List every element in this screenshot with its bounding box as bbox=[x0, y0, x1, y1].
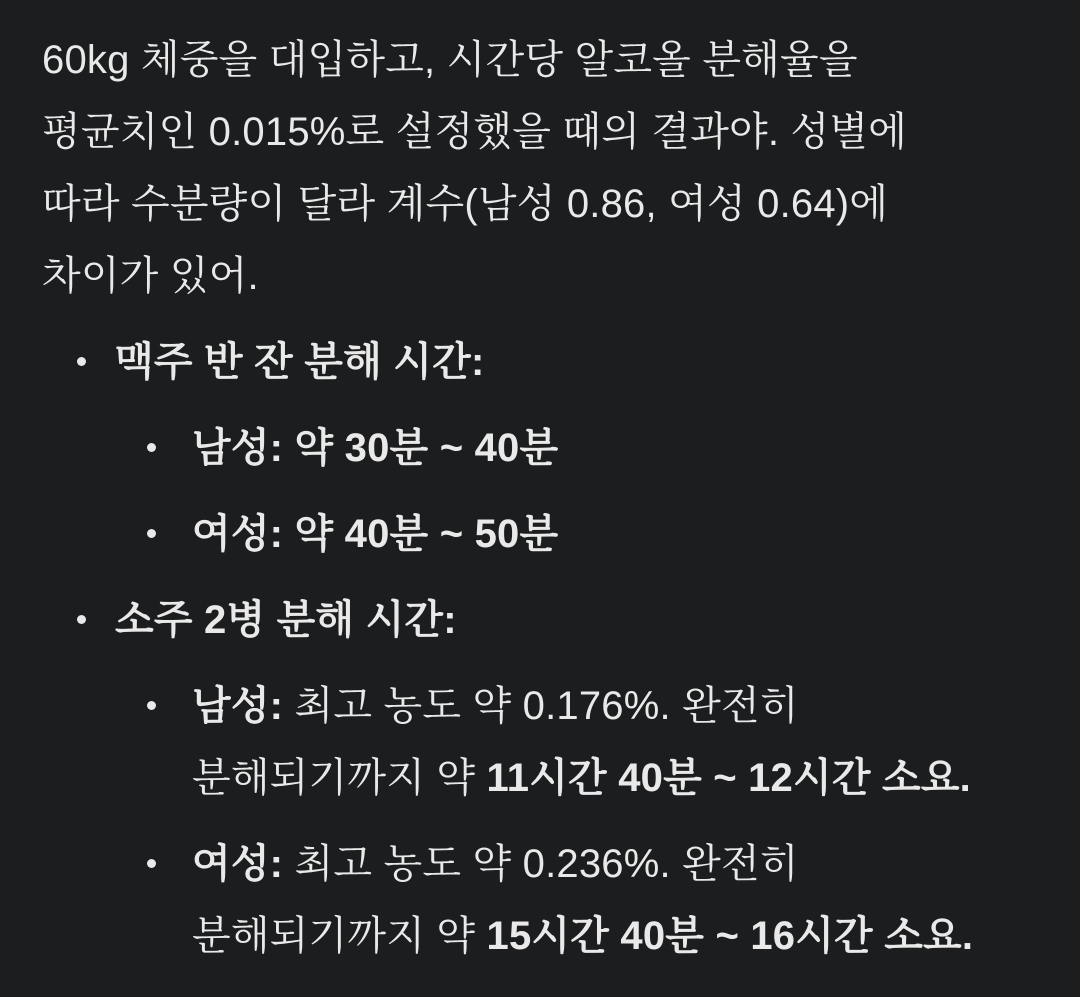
list-item-soju-male-text: 남성: 최고 농도 약 0.176%. 완전히 분해되기까지 약 11시간 40분 ~ 12시간 소요. bbox=[192, 684, 971, 800]
bullet-list bbox=[42, 326, 1044, 972]
message-paragraph: 60kg 체중을 대입하고, 시간당 알코올 분해율을 평균치인 0.015%로 설정했을 때의 결과야. 성별에 따라 수분량이 달라 계수(남성 0.86, 여성 0.64)에 차이가 있어. bbox=[42, 38, 908, 298]
list-item-soju-male bbox=[42, 670, 1044, 814]
list-item-soju-label: 소주 2병 분해 시간: bbox=[115, 598, 457, 642]
list-item-beer-female bbox=[42, 498, 1044, 570]
list-item-beer-male bbox=[42, 412, 1044, 484]
bullet-icon bbox=[147, 529, 156, 538]
list-item-soju-female-text: 여성: 최고 농도 약 0.236%. 완전히 분해되기까지 약 15시간 40분 ~ 16시간 소요. bbox=[192, 842, 974, 958]
list-item-beer-male-text: 남성: 약 30분 ~ 40분 bbox=[192, 426, 559, 470]
list-item-beer bbox=[42, 326, 1044, 398]
list-item-soju-female bbox=[42, 828, 1044, 972]
bullet-icon bbox=[147, 443, 156, 452]
bullet-icon bbox=[77, 615, 86, 624]
bullet-icon bbox=[147, 859, 156, 868]
bullet-icon bbox=[77, 357, 86, 366]
list-item-soju bbox=[42, 584, 1044, 656]
bullet-icon bbox=[147, 701, 156, 710]
list-item-beer-female-text: 여성: 약 40분 ~ 50분 bbox=[192, 512, 559, 556]
list-item-beer-label: 맥주 반 잔 분해 시간: bbox=[115, 340, 485, 384]
